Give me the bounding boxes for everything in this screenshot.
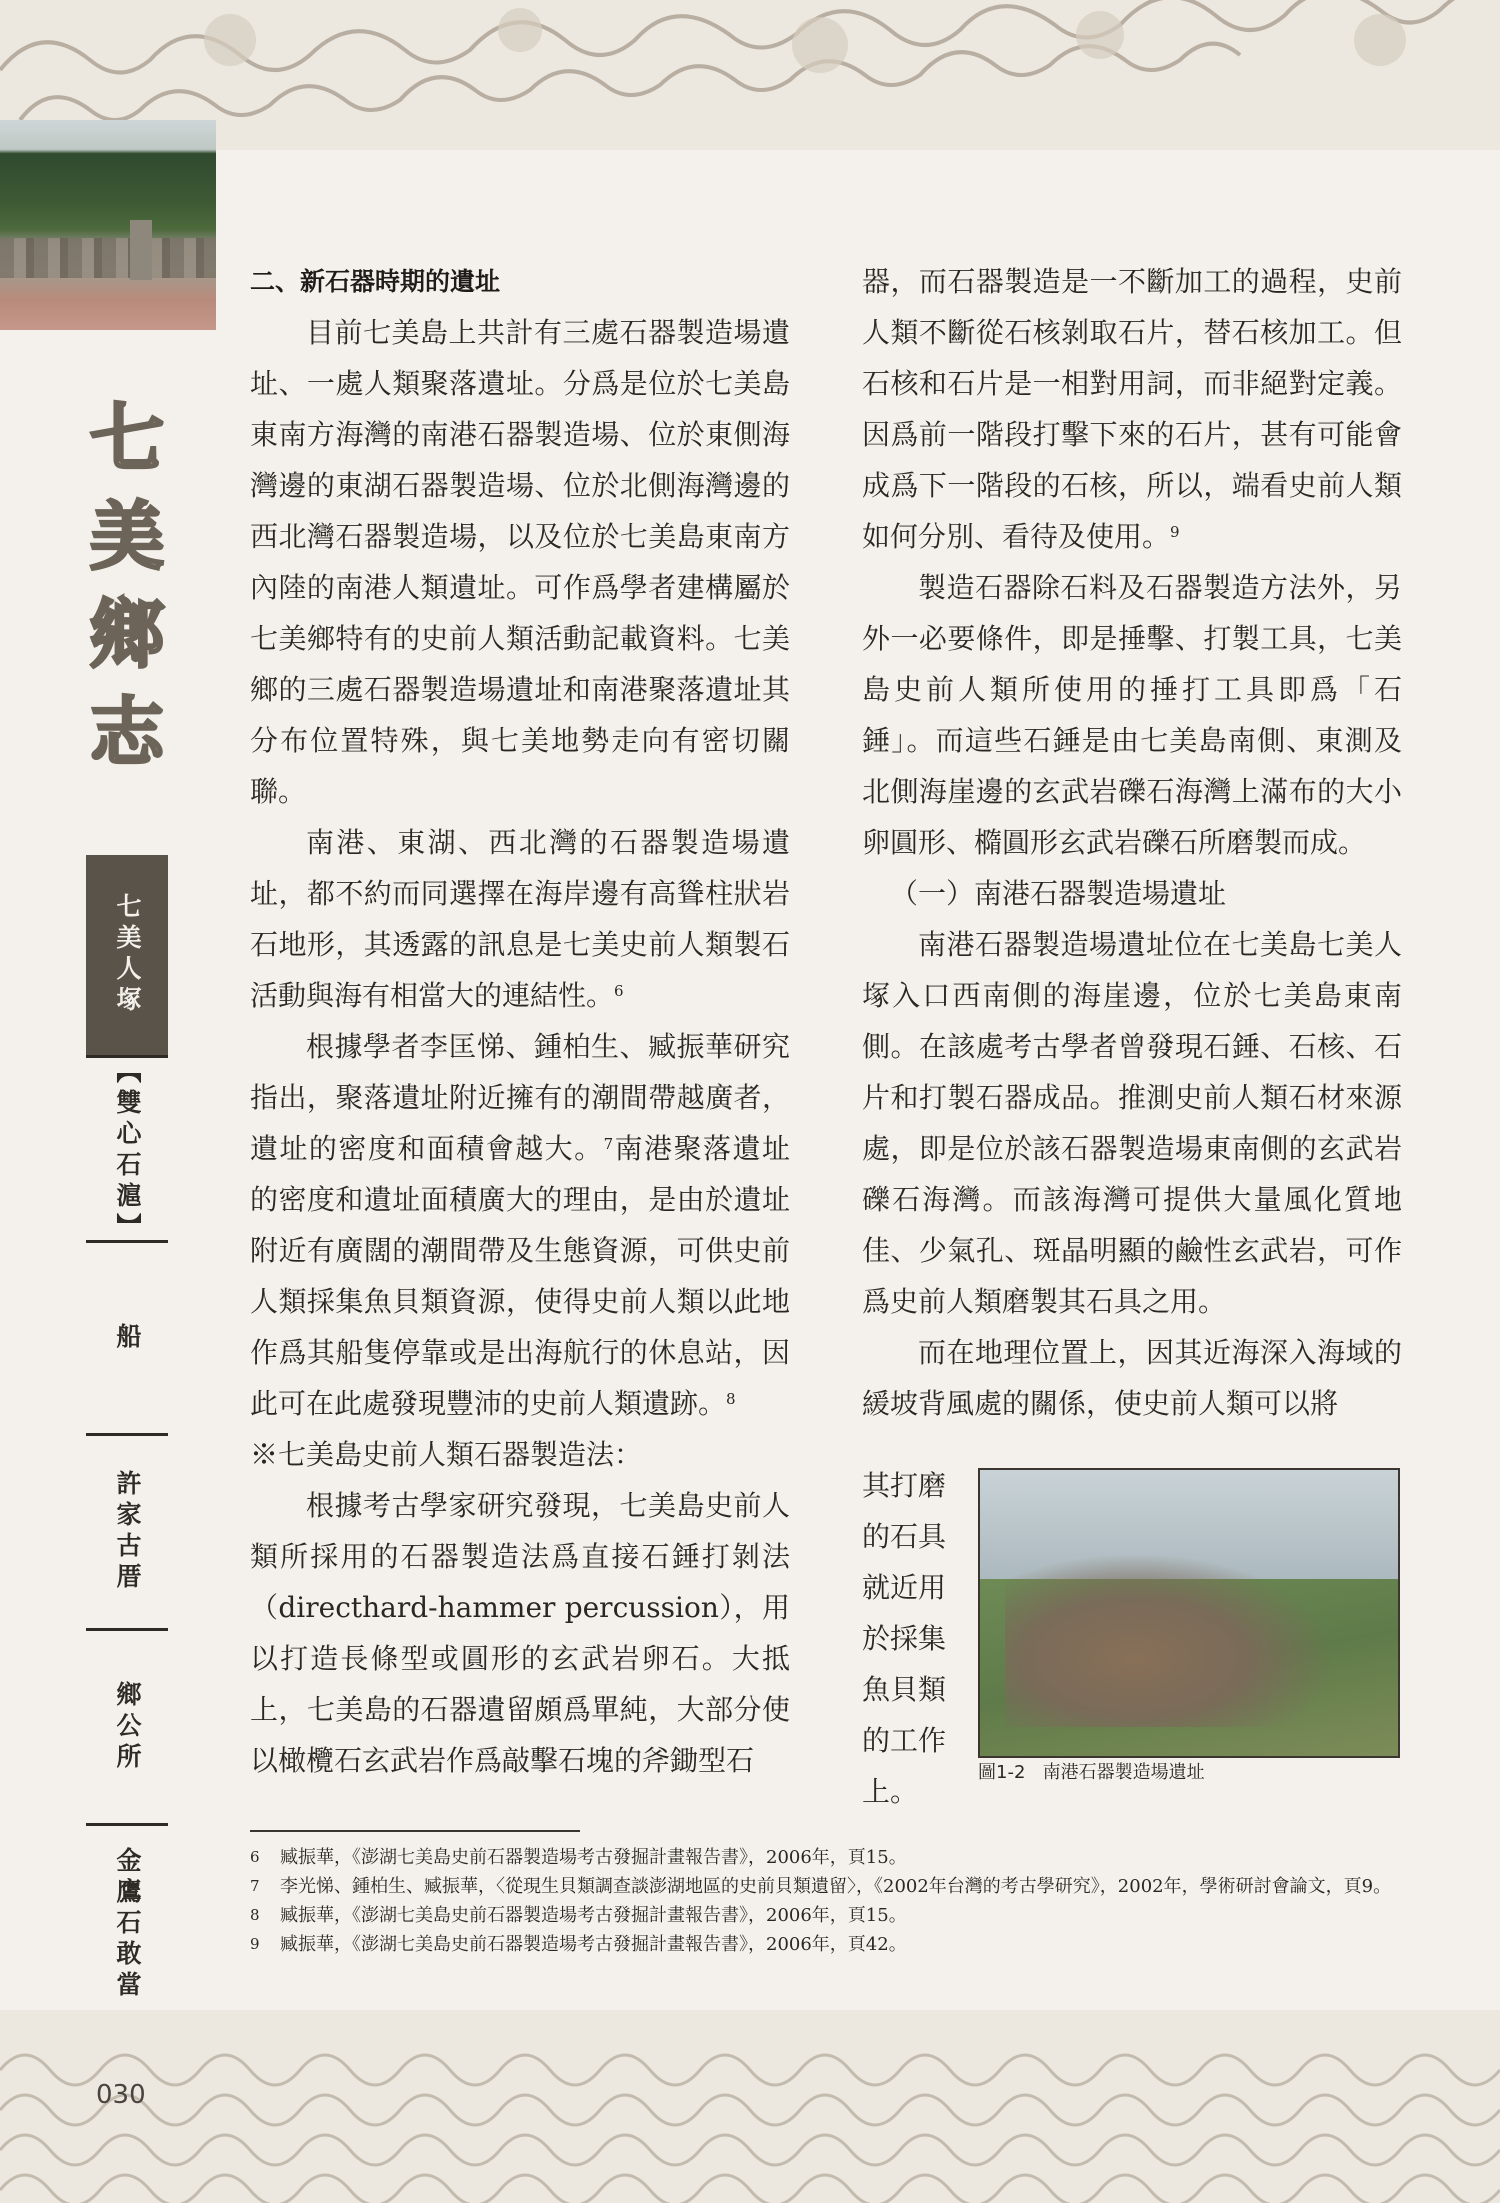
footnote-ref[interactable]: 8 (726, 1390, 736, 1408)
nav-label: 船 (113, 1322, 142, 1354)
photo-rocks (1005, 1556, 1331, 1728)
footnote-ref[interactable]: 7 (603, 1135, 614, 1153)
footnote-divider (250, 1830, 580, 1832)
footnote-ref[interactable]: 6 (614, 982, 624, 1000)
paragraph: 製造石器除石料及石器製造方法外，另外一必要條件，即是捶擊、打製工具，七美島史前人類所使用的捶打工具即爲「石錘」。而這些石錘是由七美島南側、東測及北側海崖邊的玄武岩礫石海灣上滿布的大小卵圓形、橢圓形玄武岩礫石所磨製而成。 (862, 571, 1402, 859)
footnote-number: 7 (250, 1877, 260, 1895)
caption-number: 圖1-2 (978, 1762, 1026, 1783)
nav-item-twin-hearts[interactable] (86, 1058, 168, 1243)
nav-label: 鄉公所 (113, 1680, 142, 1774)
title-char: 美 (90, 494, 164, 580)
wave-pattern-footer (0, 2010, 1500, 2203)
footnote-text: 李光悌、鍾柏生、臧振華，〈從現生貝類調查談澎湖地區的史前貝類遺留〉，《2002年台灣的考古學研究》，2002年，學術研討會論文，頁9。 (280, 1876, 1392, 1897)
paragraph: 而在地理位置上，因其近海深入海域的緩坡背風處的關係，使史前人類可以將 (862, 1336, 1402, 1420)
caption-text: 南港石器製造場遺址 (1042, 1762, 1205, 1783)
footnote-number: 6 (250, 1848, 260, 1866)
footnote-text: 臧振華，《澎湖七美島史前石器製造場考古發掘計畫報告書》，2006年，頁15。 (280, 1847, 907, 1868)
book-title-vertical (52, 390, 202, 820)
footnote (250, 1843, 1400, 1872)
page-number: 030 (96, 2080, 146, 2110)
title-char: 七 (90, 396, 164, 482)
left-text-column (250, 256, 790, 1786)
sub-heading: （一）南港石器製造場遺址 (890, 877, 1227, 910)
nav-item-boat[interactable] (86, 1243, 168, 1436)
paragraph: 根據考古學家研究發現，七美島史前人類所採用的石器製造法爲直接石錘打剝法（directhard-hammer percussion），用以打造長條型或圓形的玄武岩卵石。大抵上，七美島的石器遺留頗爲單純，大部分使以橄欖石玄武岩作爲敲擊石塊的斧鋤型石 (250, 1489, 790, 1777)
nav-item-qimei-tomb[interactable] (86, 855, 168, 1058)
nav-label: 金鷹石敢當 (113, 1846, 142, 2002)
footnotes (250, 1843, 1400, 1959)
paragraph: 器，而石器製造是一不斷加工的過程，史前人類不斷從石核剝取石片，替石核加工。但石核和石片是一相對用詞，而非絕對定義。因爲前一階段打擊下來的石片，甚有可能會成爲下一階段的石核，所以，端看史前人類如何分別、看待及使用。$^9$ (862, 265, 1402, 553)
nav-item-township-office[interactable] (86, 1631, 168, 1826)
figure-caption (978, 1758, 1205, 1784)
footnote-text: 臧振華，《澎湖七美島史前石器製造場考古發掘計畫報告書》，2006年，頁15。 (280, 1905, 907, 1926)
footnote-text: 臧振華，《澎湖七美島史前石器製造場考古發掘計畫報告書》，2006年，頁42。 (280, 1934, 907, 1955)
nav-label: 【雙心石滬】 (113, 1058, 142, 1244)
paragraph: 南港石器製造場遺址位在七美島七美人塚入口西南側的海崖邊，位於七美島東南側。在該處考古學者曾發現石錘、石核、石片和打製石器成品。推測史前人類石材來源處，即是位於該石器製造場東南側的玄武岩礫石海灣。而該海灣可提供大量風化質地佳、少氣孔、斑晶明顯的鹼性玄武岩，可作爲史前人類磨製其石具之用。 (862, 928, 1402, 1318)
photo-stone-wall (0, 238, 216, 278)
nav-label: 許家古厝 (113, 1470, 142, 1594)
cloud-pattern-header (0, 0, 1500, 150)
section-heading: 二、新石器時期的遺址 (250, 267, 501, 296)
photo-stone-pillar (130, 220, 152, 280)
side-chapter-nav (86, 855, 168, 2022)
nav-label: 七美人塚 (113, 893, 142, 1017)
nav-item-xu-house[interactable] (86, 1436, 168, 1631)
footnote (250, 1872, 1400, 1901)
footnote-number: 8 (250, 1906, 260, 1924)
right-text-column (862, 256, 1402, 1429)
figure-photo-nangang-site (978, 1468, 1400, 1758)
footnote-ref[interactable]: 9 (1170, 523, 1180, 541)
paragraph: 根據學者李匡悌、鍾柏生、臧振華研究指出，聚落遺址附近擁有的潮間帶越廣者，遺址的密度和面積會越大。$^7$南港聚落遺址的密度和遺址面積廣大的理由，是由於遺址附近有廣闊的潮間帶及生態資源，可供史前人類採集魚貝類資源，使得史前人類以此地作爲其船隻停靠或是出海航行的休息站，因此可在此處發現豐沛的史前人類遺跡。$^8$ (250, 1030, 790, 1420)
figure-wrap-text: 其打磨的石具就近用於採集魚貝類的工作上。 (862, 1469, 947, 1808)
nav-item-eagle-stone[interactable] (86, 1826, 168, 2022)
footnote (250, 1930, 1400, 1959)
footnote-number: 9 (250, 1935, 260, 1953)
footnote (250, 1901, 1400, 1930)
paragraph: 南港、東湖、西北灣的石器製造場遺址，都不約而同選擇在海岸邊有高聳柱狀岩石地形，其透露的訊息是七美史前人類製石活動與海有相當大的連結性。$^6$ (250, 826, 790, 1012)
title-char: 鄉 (90, 592, 164, 678)
title-char: 志 (90, 690, 164, 776)
paragraph: 目前七美島上共計有三處石器製造場遺址、一處人類聚落遺址。分爲是位於七美島東南方海灣的南港石器製造場、位於東側海灣邊的東湖石器製造場、位於北側海灣邊的西北灣石器製造場，以及位於七美島東南方內陸的南港人類遺址。可作爲學者建構屬於七美鄉特有的史前人類活動記載資料。七美鄉的三處石器製造場遺址和南港聚落遺址其分布位置特殊，與七美地勢走向有密切關聯。 (250, 316, 790, 808)
note-heading: ※七美島史前人類石器製造法： (250, 1438, 643, 1471)
header-photo (0, 120, 216, 330)
